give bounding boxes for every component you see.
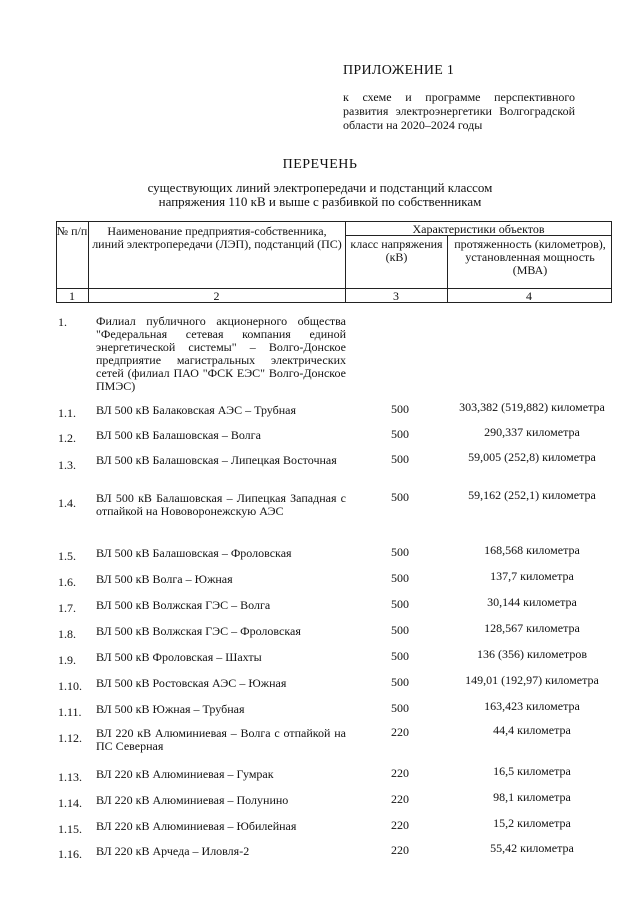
row-voltage: 500 xyxy=(391,402,409,416)
row-name: ВЛ 220 кВ Арчеда – Иловля-2 xyxy=(96,844,250,858)
row-length: 59,005 (252,8) километра xyxy=(468,450,596,464)
row-voltage: 500 xyxy=(391,545,409,559)
row-number: 1.14. xyxy=(58,796,82,810)
row-voltage: 220 xyxy=(391,725,409,739)
column-number-2: 2 xyxy=(213,289,220,303)
row-length: 136 (356) километров xyxy=(477,647,587,661)
column-number-4: 4 xyxy=(526,289,532,303)
row-number: 1.1. xyxy=(58,406,76,420)
row-length: 30,144 километра xyxy=(487,595,577,609)
appendix-title: ПРИЛОЖЕНИЕ 1 xyxy=(343,63,455,78)
row-voltage: 500 xyxy=(391,452,409,466)
row-name: ВЛ 500 кВ Ростовская АЭС – Южная xyxy=(96,676,287,690)
row-length: 59,162 (252,1) километра xyxy=(468,488,596,502)
row-name: Филиал публичного акционерного общества "Федеральная сетевая компания единой энергетической системы" – Волго-Донское предприятие магистральных электрических сетей (филиал ПАО "ФСК ЕЭС" Волго-Донское ПМЭС) xyxy=(96,314,346,393)
row-voltage: 220 xyxy=(391,792,409,806)
header-right-border xyxy=(611,221,612,302)
row-number: 1.9. xyxy=(58,653,76,667)
row-name: ВЛ 220 кВ Алюминиевая – Гумрак xyxy=(96,767,274,781)
row-name: ВЛ 500 кВ Балашовская – Волга xyxy=(96,428,261,442)
header-name: Наименование предприятия-собственника, линий электропередачи (ЛЭП), подстанций (ПС) xyxy=(92,224,342,251)
row-number: 1.16. xyxy=(58,847,82,861)
row-number: 1.11. xyxy=(58,705,82,719)
row-length: 168,568 километра xyxy=(484,543,580,557)
row-length: 163,423 километра xyxy=(484,699,580,713)
row-name: ВЛ 500 кВ Волга – Южная xyxy=(96,572,233,586)
row-name: ВЛ 500 кВ Волжская ГЭС – Фроловская xyxy=(96,624,301,638)
row-voltage: 500 xyxy=(391,649,409,663)
row-number: 1.4. xyxy=(58,496,76,510)
header-number: № п/п xyxy=(56,224,88,238)
header-characteristics: Характеристики объектов xyxy=(412,222,545,236)
row-name: ВЛ 500 кВ Южная – Трубная xyxy=(96,702,245,716)
row-name: ВЛ 500 кВ Волжская ГЭС – Волга xyxy=(96,598,271,612)
row-length: 55,42 километра xyxy=(490,841,574,855)
row-voltage: 500 xyxy=(391,571,409,585)
row-length: 98,1 километра xyxy=(493,790,571,804)
row-name: ВЛ 500 кВ Балашовская – Липецкая Западная с отпайкой на Нововоронежскую АЭС xyxy=(96,491,346,518)
row-voltage: 500 xyxy=(391,597,409,611)
row-voltage: 500 xyxy=(391,701,409,715)
header-length-power: протяженность (километров), установленная мощность (МВА) xyxy=(454,237,606,277)
row-length: 290,337 километра xyxy=(484,425,580,439)
document-title: ПЕРЕЧЕНЬ xyxy=(282,157,358,172)
document-subtitle: существующих линий электропередачи и подстанций классом напряжения 110 кВ и выше с разбивкой по собственникам xyxy=(147,180,493,209)
row-name: ВЛ 220 кВ Алюминиевая – Полунино xyxy=(96,793,289,807)
row-voltage: 220 xyxy=(391,818,409,832)
row-voltage: 500 xyxy=(391,623,409,637)
row-name: ВЛ 500 кВ Фроловская – Шахты xyxy=(96,650,262,664)
row-name: ВЛ 500 кВ Балашовская – Липецкая Восточная xyxy=(96,453,337,467)
row-number: 1.8. xyxy=(58,627,76,641)
row-length: 15,2 километра xyxy=(493,816,571,830)
row-voltage: 500 xyxy=(391,675,409,689)
row-number: 1.5. xyxy=(58,549,76,563)
row-voltage: 500 xyxy=(391,427,409,441)
row-number: 1.13. xyxy=(58,770,82,784)
row-voltage: 220 xyxy=(391,766,409,780)
row-number: 1.10. xyxy=(58,679,82,693)
row-number: 1.12. xyxy=(58,731,82,745)
row-number: 1. xyxy=(58,315,67,329)
row-number: 1.15. xyxy=(58,822,82,836)
row-name: ВЛ 220 кВ Алюминиевая – Юбилейная xyxy=(96,819,297,833)
row-number: 1.6. xyxy=(58,575,76,589)
row-length: 149,01 (192,97) километра xyxy=(465,673,599,687)
row-voltage: 220 xyxy=(391,843,409,857)
row-length: 44,4 километра xyxy=(493,723,571,737)
row-number: 1.3. xyxy=(58,458,76,472)
row-voltage: 500 xyxy=(391,490,409,504)
column-number-3: 3 xyxy=(393,289,399,303)
column-number-1: 1 xyxy=(69,289,75,303)
row-length: 128,567 километра xyxy=(484,621,580,635)
row-name: ВЛ 500 кВ Балаковская АЭС – Трубная xyxy=(96,403,297,417)
row-name: ВЛ 220 кВ Алюминиевая – Волга с отпайкой на ПС Северная xyxy=(96,726,346,753)
row-length: 303,382 (519,882) километра xyxy=(459,400,605,414)
row-number: 1.7. xyxy=(58,601,76,615)
row-length: 16,5 километра xyxy=(493,764,571,778)
row-length: 137,7 километра xyxy=(490,569,574,583)
header-voltage-class: класс напряжения (кВ) xyxy=(350,237,443,264)
row-name: ВЛ 500 кВ Балашовская – Фроловская xyxy=(96,546,292,560)
appendix-subtitle: к схеме и программе перспективного развития электроэнергетики Волгоградской области на 2020–2024 годы xyxy=(343,90,575,132)
row-number: 1.2. xyxy=(58,431,76,445)
